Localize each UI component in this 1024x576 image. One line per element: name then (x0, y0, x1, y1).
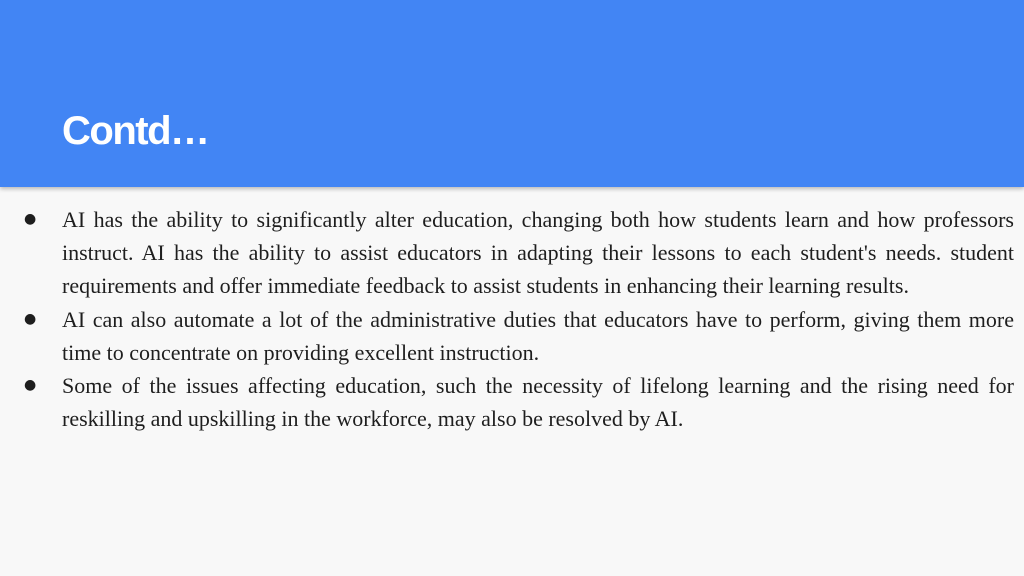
slide-title: Contd… (62, 109, 209, 153)
title-band (0, 0, 1024, 187)
bullet-text: Some of the issues affecting education, such the necessity of lifelong learning and the rising need for reskilling and upskilling in the workforce, may also be resolved by AI. (62, 373, 1014, 432)
bullet-item (0, 303, 1014, 369)
bullet-dot-icon: ● (24, 377, 37, 394)
bullet-item (0, 369, 1014, 435)
bullet-item (0, 203, 1014, 303)
bullet-list (0, 203, 1014, 435)
bullet-dot-icon: ● (24, 211, 37, 227)
bullet-text: AI can also automate a lot of the administrative duties that educators have to perform, giving them more time to concentrate on providing excellent instruction. (62, 306, 1014, 365)
bullet-text: AI has the ability to significantly alter education, changing both how students learn and how professors instruct. AI has the ability to assist educators in adapting their lessons to each student's needs. student requirements and offer immediate feedback to assist students in enhancing their learning results. (62, 207, 1014, 299)
bullet-dot-icon: ● (24, 310, 37, 327)
